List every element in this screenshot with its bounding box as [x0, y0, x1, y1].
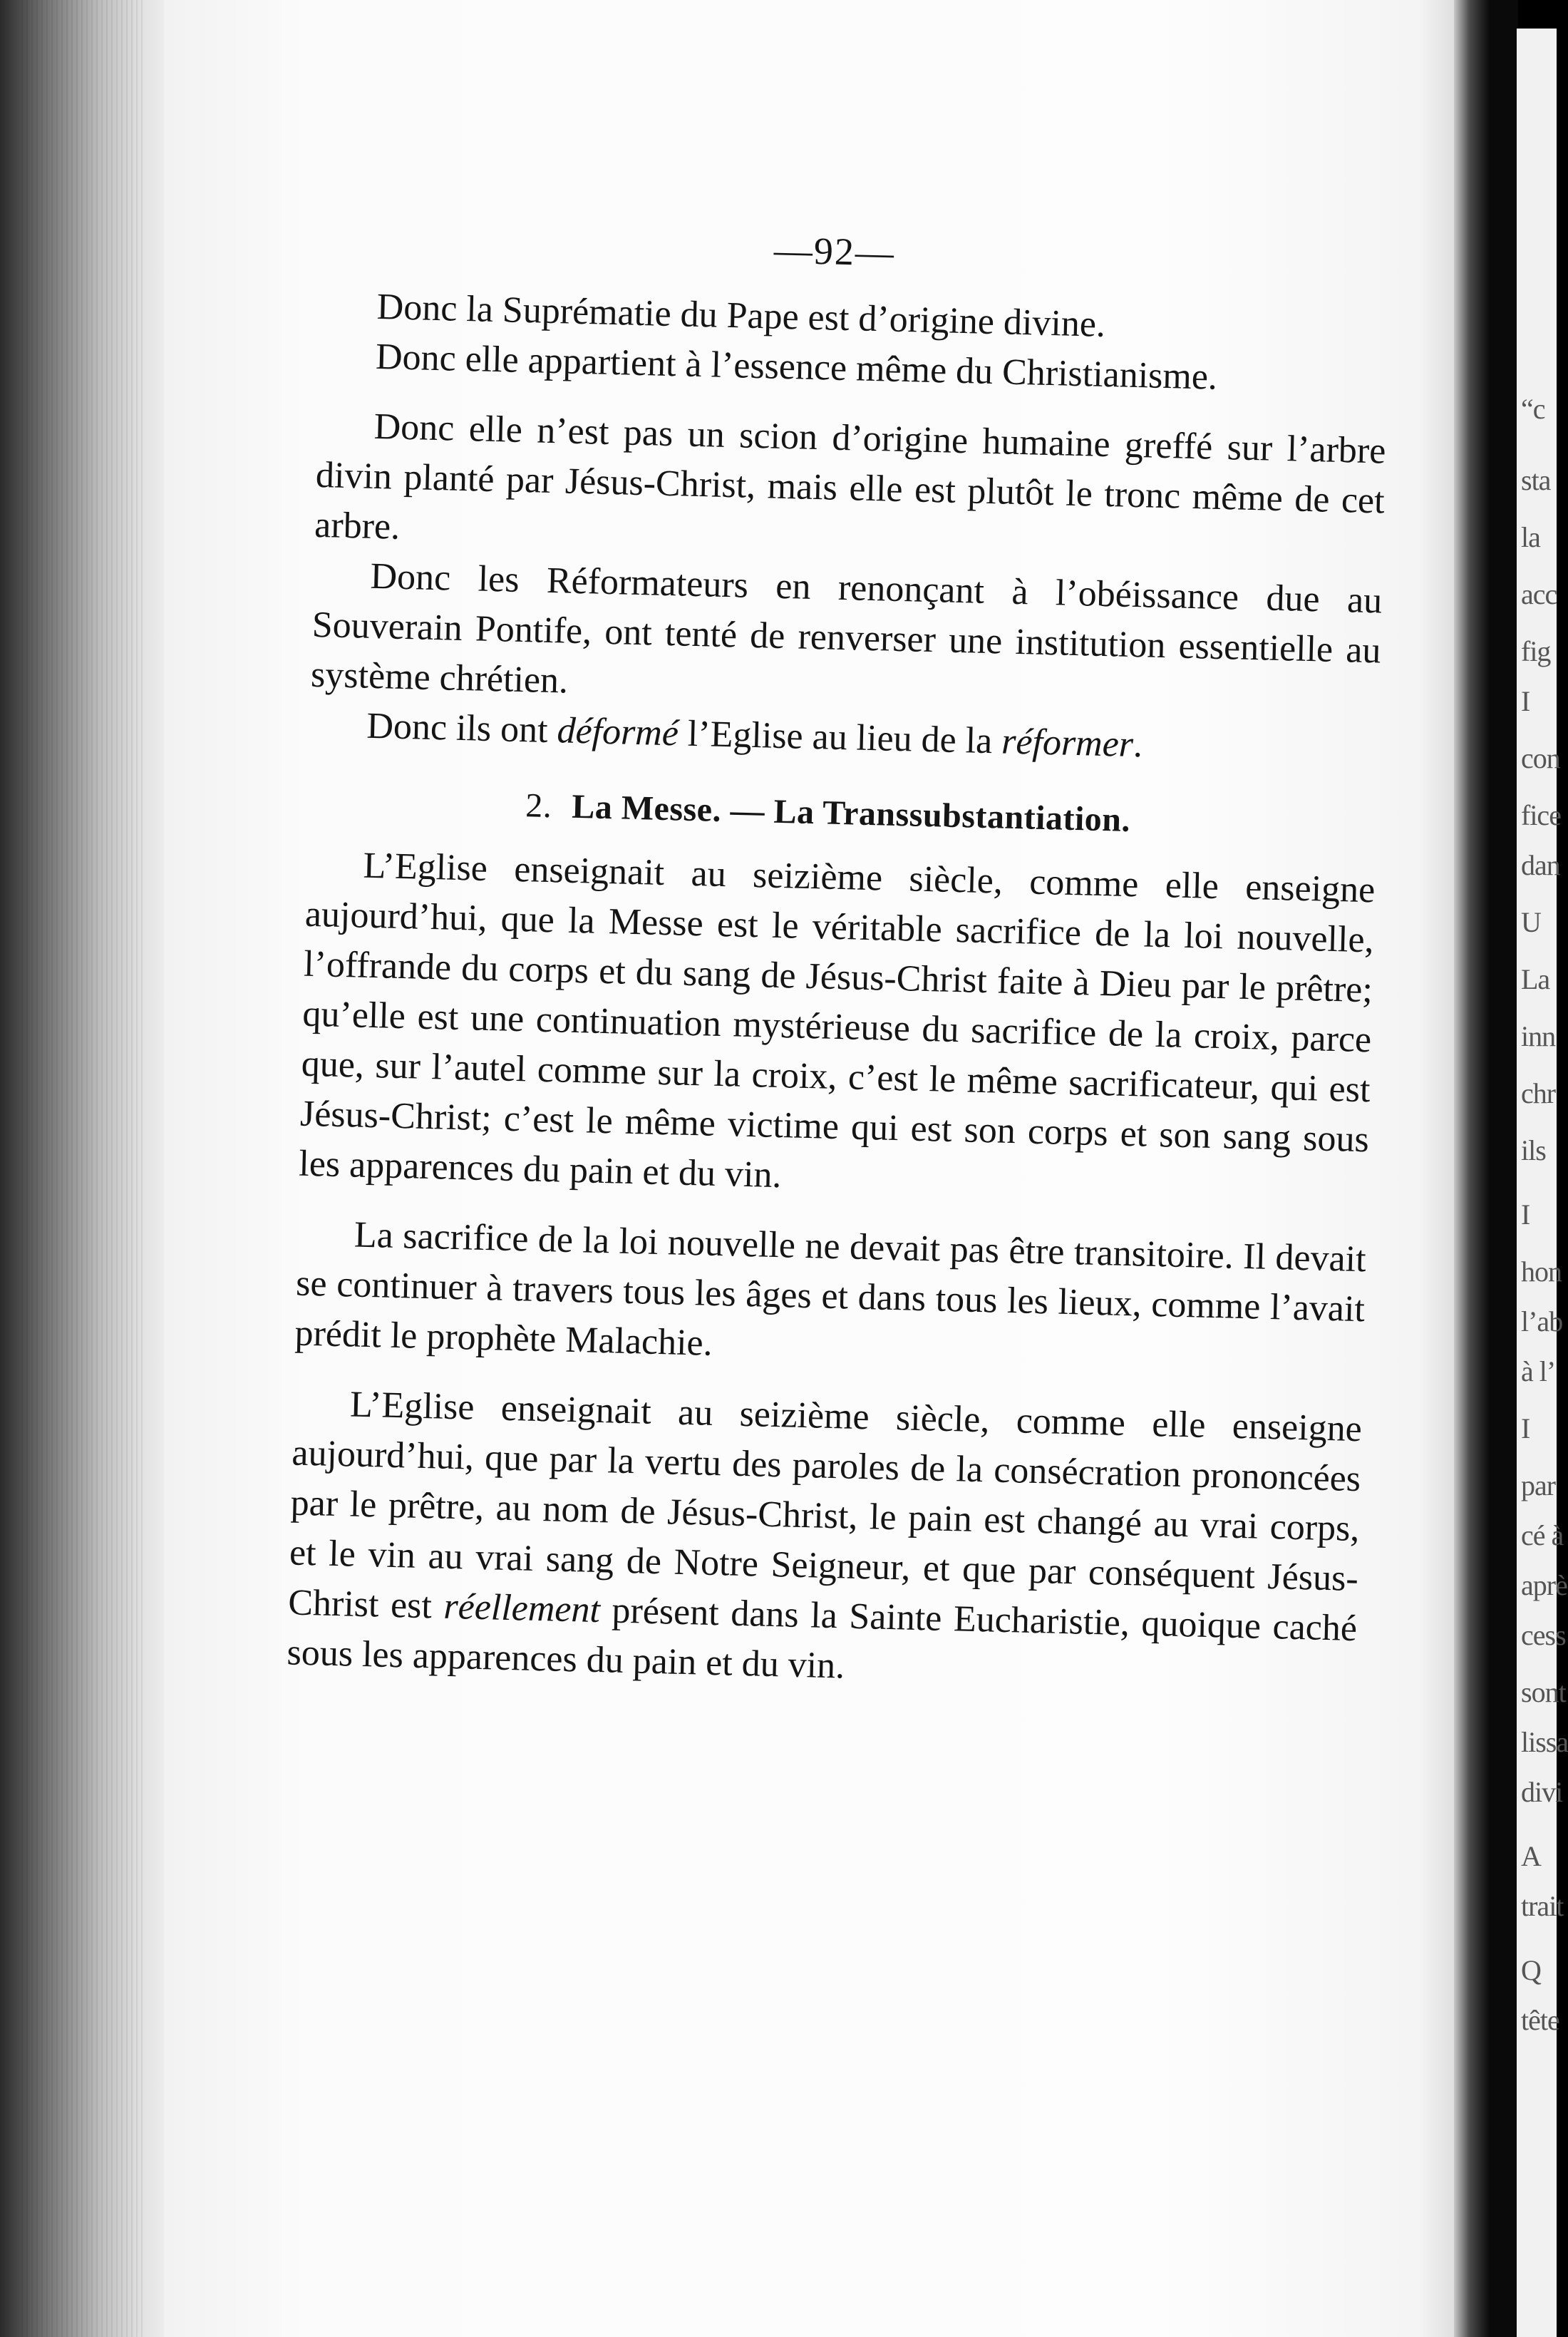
next-page-fragment: par — [1521, 1469, 1556, 1501]
paragraph-7: La sacrifice de la loi nouvelle ne devait pas être transitoire. Il devait se continuer à travers tous les âges et dans tous les lieux, comme l’avait prédit le prophète Malachie. — [294, 1214, 1367, 1364]
paragraph-5-after: . — [1133, 724, 1143, 766]
paragraph-5-middle: l’Eglise au lieu de la — [678, 713, 1002, 762]
next-page-fragment: fice — [1521, 799, 1561, 831]
emphasis-reellement: réellement — [443, 1586, 601, 1631]
emphasis-reformer: réformer — [1001, 721, 1134, 766]
section-heading — [307, 776, 1377, 852]
paragraph-3: Donc elle n’est pas un scion d’origine humaine greffé sur l’arbre divin planté par Jésus-Christ, mais elle est plutôt le tronc même de cet arbre. — [314, 406, 1387, 548]
next-page-fragment: inn — [1521, 1020, 1556, 1052]
next-page-fragment: sta — [1521, 464, 1551, 496]
next-page-fragment: tête — [1521, 2004, 1559, 2036]
next-page-fragment: ils — [1521, 1134, 1546, 1166]
next-page-fragment: lissa — [1521, 1726, 1568, 1758]
next-page-fragment: à l’ — [1521, 1355, 1556, 1387]
next-page-fragment: fig — [1521, 635, 1551, 667]
paragraph-8-after: présent dans la Sainte Eucharistie, quoique caché sous les apparences du pain et du vin. — [286, 1590, 1358, 1687]
next-page-fragment: hon — [1521, 1255, 1562, 1288]
next-page-fragment: cess — [1521, 1619, 1566, 1651]
next-page-fragment: l’ab — [1521, 1305, 1563, 1337]
next-page-fragment: Q — [1521, 1954, 1541, 1986]
page-number: —92— — [773, 228, 896, 274]
next-page-fragment: I — [1521, 1198, 1530, 1231]
next-page-fragment: cé à — [1521, 1519, 1564, 1551]
paragraph-8 — [287, 1379, 1363, 1705]
paragraph-5-before: Donc ils ont — [366, 705, 558, 751]
next-page-fragment: U — [1521, 906, 1541, 938]
next-page-fragment: trait — [1521, 1890, 1564, 1922]
emphasis-deforme: déformé — [556, 710, 679, 754]
book-gutter — [1454, 0, 1518, 2337]
paragraph-8-before: L’Eglise enseignait au seizième siècle, comme elle enseigne aujourd’hui, que par la vertu des paroles de la consécration prononcées par le prêtre, au nom de Jésus-Christ, le pain est changé au vrai corps, et le vin au vrai sang de Notre Seigneur, et que par conséquent Jésus-Christ est — [287, 1384, 1363, 1627]
paragraph-4: Donc les Réformateurs en renonçant à l’obéissance due au Souverain Pontife, ont tenté de renverser une institution essentielle au système chrétien. — [310, 555, 1383, 702]
next-page-fragment: con — [1521, 742, 1560, 774]
next-page-fragment: A — [1521, 1840, 1541, 1872]
page-text-block — [287, 214, 1391, 1704]
next-page-fragment: aprè — [1521, 1569, 1567, 1601]
paragraph-6: L’Eglise enseignait au seizième siècle, comme elle enseigne aujourd’hui, que la Messe est le véritable sacrifice de la loi nouvelle, l’offrande du corps et du sang de Jésus-Christ faite à Dieu par le prêtre; qu’elle est une continuation mystérieuse du sacrifice de la croix, parce que, sur l’autel comme sur la croix, c’est le même sacrificateur, qui est Jésus-Christ; c’est le même victime qui est son corps et son sang sous les apparences du pain et du vin. — [298, 845, 1376, 1196]
next-page-fragment: “c — [1521, 393, 1545, 425]
next-page-fragment: chr — [1521, 1077, 1556, 1109]
section-title: La Messe. — La Transsubstantiation. — [571, 787, 1131, 839]
next-page-fragment: acc — [1521, 578, 1557, 610]
next-page-fragment: la — [1521, 521, 1540, 553]
book-edge-left — [0, 0, 171, 2337]
next-page-fragment: I — [1521, 1412, 1530, 1444]
next-page-edge — [1517, 29, 1568, 2337]
next-page-fragment: dan — [1521, 849, 1560, 881]
section-number: 2. — [525, 786, 553, 826]
next-page-fragment: sont — [1521, 1676, 1566, 1708]
next-page-fragment: I — [1521, 685, 1530, 717]
paragraph-1: Donc la Suprématie du Pape est d’origine divine. — [376, 286, 1106, 345]
next-page-fragment: La — [1521, 963, 1550, 995]
next-page-fragment: divi — [1521, 1776, 1563, 1808]
paragraph-2: Donc elle appartient à l’essence même du Christianisme. — [375, 336, 1218, 398]
